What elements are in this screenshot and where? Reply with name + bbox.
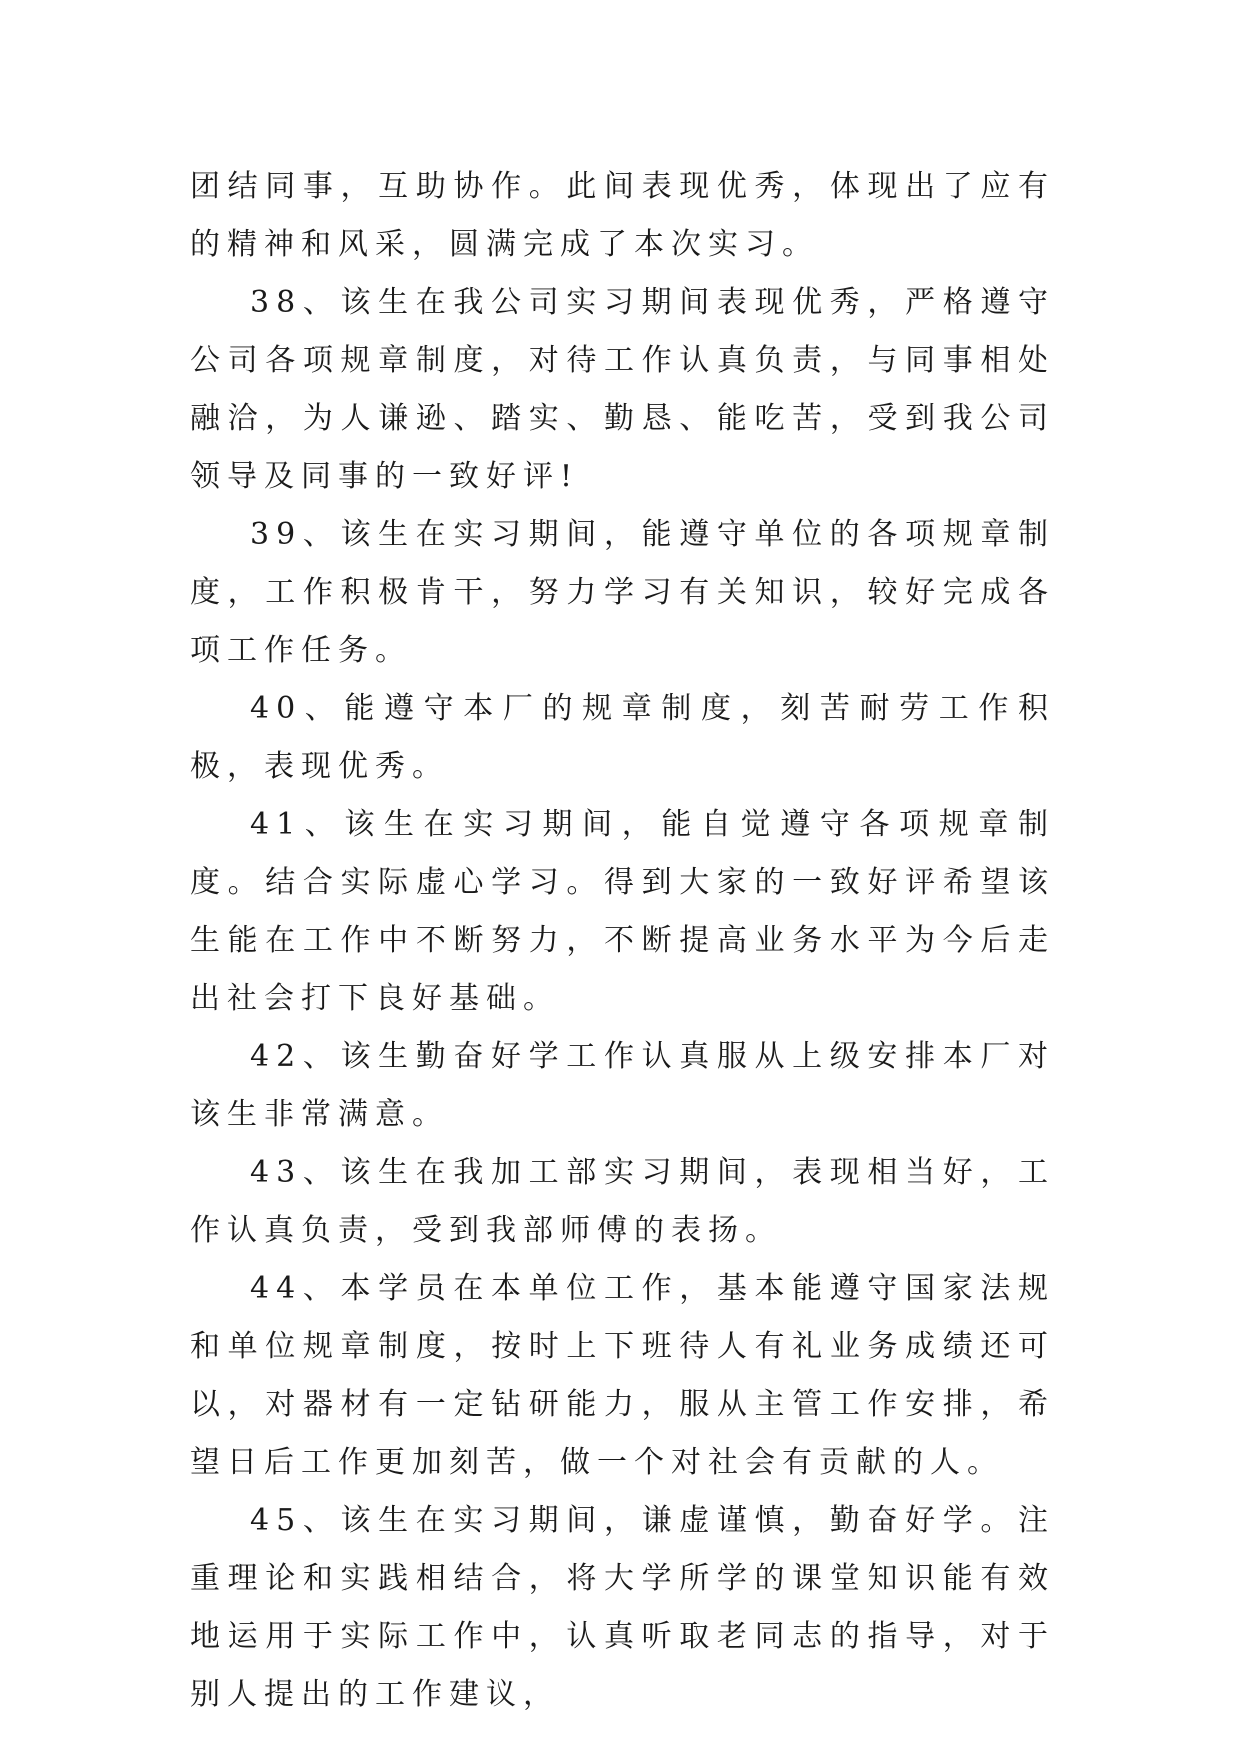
- paragraph-43: 43、该生在我加工部实习期间，表现相当好，工作认真负责，受到我部师傅的表扬。: [190, 1155, 1055, 1248]
- document-body: [190, 158, 1055, 1724]
- paragraph-42: 42、该生勤奋好学工作认真服从上级安排本厂对该生非常满意。: [190, 1039, 1055, 1132]
- paragraph-40: 40、能遵守本厂的规章制度，刻苦耐劳工作积极，表现优秀。: [190, 691, 1055, 784]
- paragraph-38: 38、该生在我公司实习期间表现优秀，严格遵守公司各项规章制度，对待工作认真负责，与同事相处融洽，为人谦逊、踏实、勤恳、能吃苦，受到我公司领导及同事的一致好评!: [190, 285, 1055, 494]
- paragraph-41: 41、该生在实习期间，能自觉遵守各项规章制度。结合实际虚心学习。得到大家的一致好评希望该生能在工作中不断努力，不断提高业务水平为今后走出社会打下良好基础。: [190, 807, 1055, 1016]
- paragraph-44: 44、本学员在本单位工作，基本能遵守国家法规和单位规章制度，按时上下班待人有礼业务成绩还可以，对器材有一定钻研能力，服从主管工作安排，希望日后工作更加刻苦，做一个对社会有贡献的人。: [190, 1271, 1055, 1480]
- paragraph-39: 39、该生在实习期间，能遵守单位的各项规章制度，工作积极肯干，努力学习有关知识，较好完成各项工作任务。: [190, 517, 1055, 668]
- paragraph-45: 45、该生在实习期间，谦虚谨慎，勤奋好学。注重理论和实践相结合，将大学所学的课堂知识能有效地运用于实际工作中，认真听取老同志的指导，对于别人提出的工作建议，: [190, 1503, 1055, 1712]
- paragraph-continuation: 团结同事，互助协作。此间表现优秀，体现出了应有的精神和风采，圆满完成了本次实习。: [190, 169, 1055, 262]
